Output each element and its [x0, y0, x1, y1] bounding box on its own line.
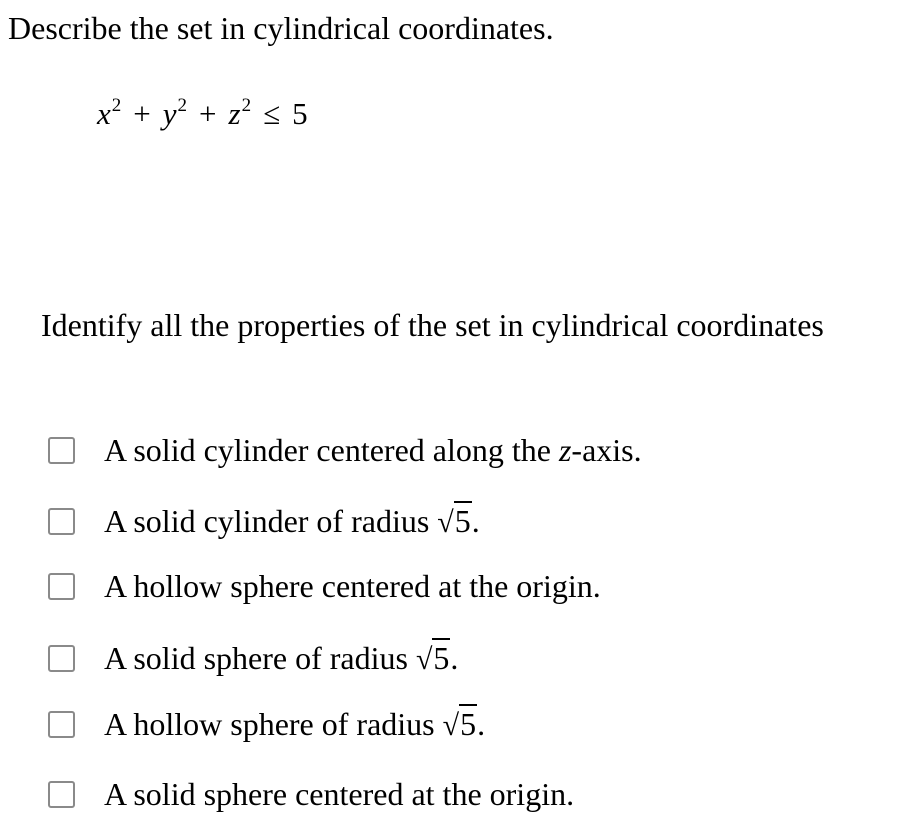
option-label	[104, 706, 485, 743]
option-solid-cylinder-radius[interactable]	[48, 503, 480, 540]
option-text-pre: A hollow sphere of radius	[104, 706, 443, 742]
question-prompt: Describe the set in cylindrical coordinates.	[8, 10, 554, 46]
option-checkbox[interactable]	[48, 573, 75, 600]
option-checkbox[interactable]	[48, 508, 75, 535]
sqrt-expression	[443, 706, 477, 743]
option-label	[104, 776, 574, 813]
option-text-italic: z	[558, 432, 572, 468]
instruction-text: Identify all the properties of the set in cylindrical coordinates	[41, 307, 824, 343]
equation-z-exponent: 2	[241, 95, 252, 116]
option-solid-sphere-radius[interactable]	[48, 640, 458, 677]
equation-y: y	[162, 96, 177, 131]
option-checkbox[interactable]	[48, 645, 75, 672]
equation-plus-2: +	[199, 96, 217, 131]
option-checkbox[interactable]	[48, 781, 75, 808]
option-text-post: .	[477, 706, 486, 742]
option-hollow-sphere-radius[interactable]	[48, 706, 485, 743]
radicand: 5	[460, 706, 477, 742]
equation-z: z	[228, 96, 241, 131]
equation-x-exponent: 2	[111, 95, 122, 116]
sqrt-expression	[437, 503, 471, 540]
radical-sign: √	[442, 709, 460, 742]
option-label	[104, 503, 480, 540]
sqrt-expression	[416, 640, 450, 677]
option-checkbox[interactable]	[48, 711, 75, 738]
option-text-post: -axis.	[571, 432, 642, 468]
equation-plus-1: +	[133, 96, 151, 131]
option-label	[104, 640, 458, 677]
option-solid-cylinder-z-axis[interactable]	[48, 432, 642, 469]
option-text-pre: A solid sphere of radius	[104, 640, 416, 676]
option-text-post: .	[450, 640, 459, 676]
option-text-pre: A hollow sphere centered at the origin.	[104, 568, 601, 604]
option-text-pre: A solid sphere centered at the origin.	[104, 776, 575, 812]
option-text-post: .	[471, 503, 480, 539]
radicand: 5	[454, 503, 471, 539]
radical-sign: √	[437, 506, 454, 539]
equation-x: x	[97, 96, 111, 131]
radical-sign: √	[415, 643, 433, 676]
equation-rhs: 5	[292, 96, 308, 131]
option-label	[104, 568, 601, 605]
radicand: 5	[433, 640, 450, 676]
option-text-pre: A solid cylinder of radius	[104, 503, 438, 539]
option-label	[104, 432, 642, 469]
option-text-pre: A solid cylinder centered along the	[104, 432, 559, 468]
option-checkbox[interactable]	[48, 437, 75, 464]
option-hollow-sphere-origin[interactable]	[48, 568, 601, 605]
equation-y-exponent: 2	[177, 95, 188, 116]
set-equation	[97, 96, 308, 132]
equation-relation: ≤	[263, 96, 281, 131]
option-solid-sphere-origin[interactable]	[48, 776, 574, 813]
